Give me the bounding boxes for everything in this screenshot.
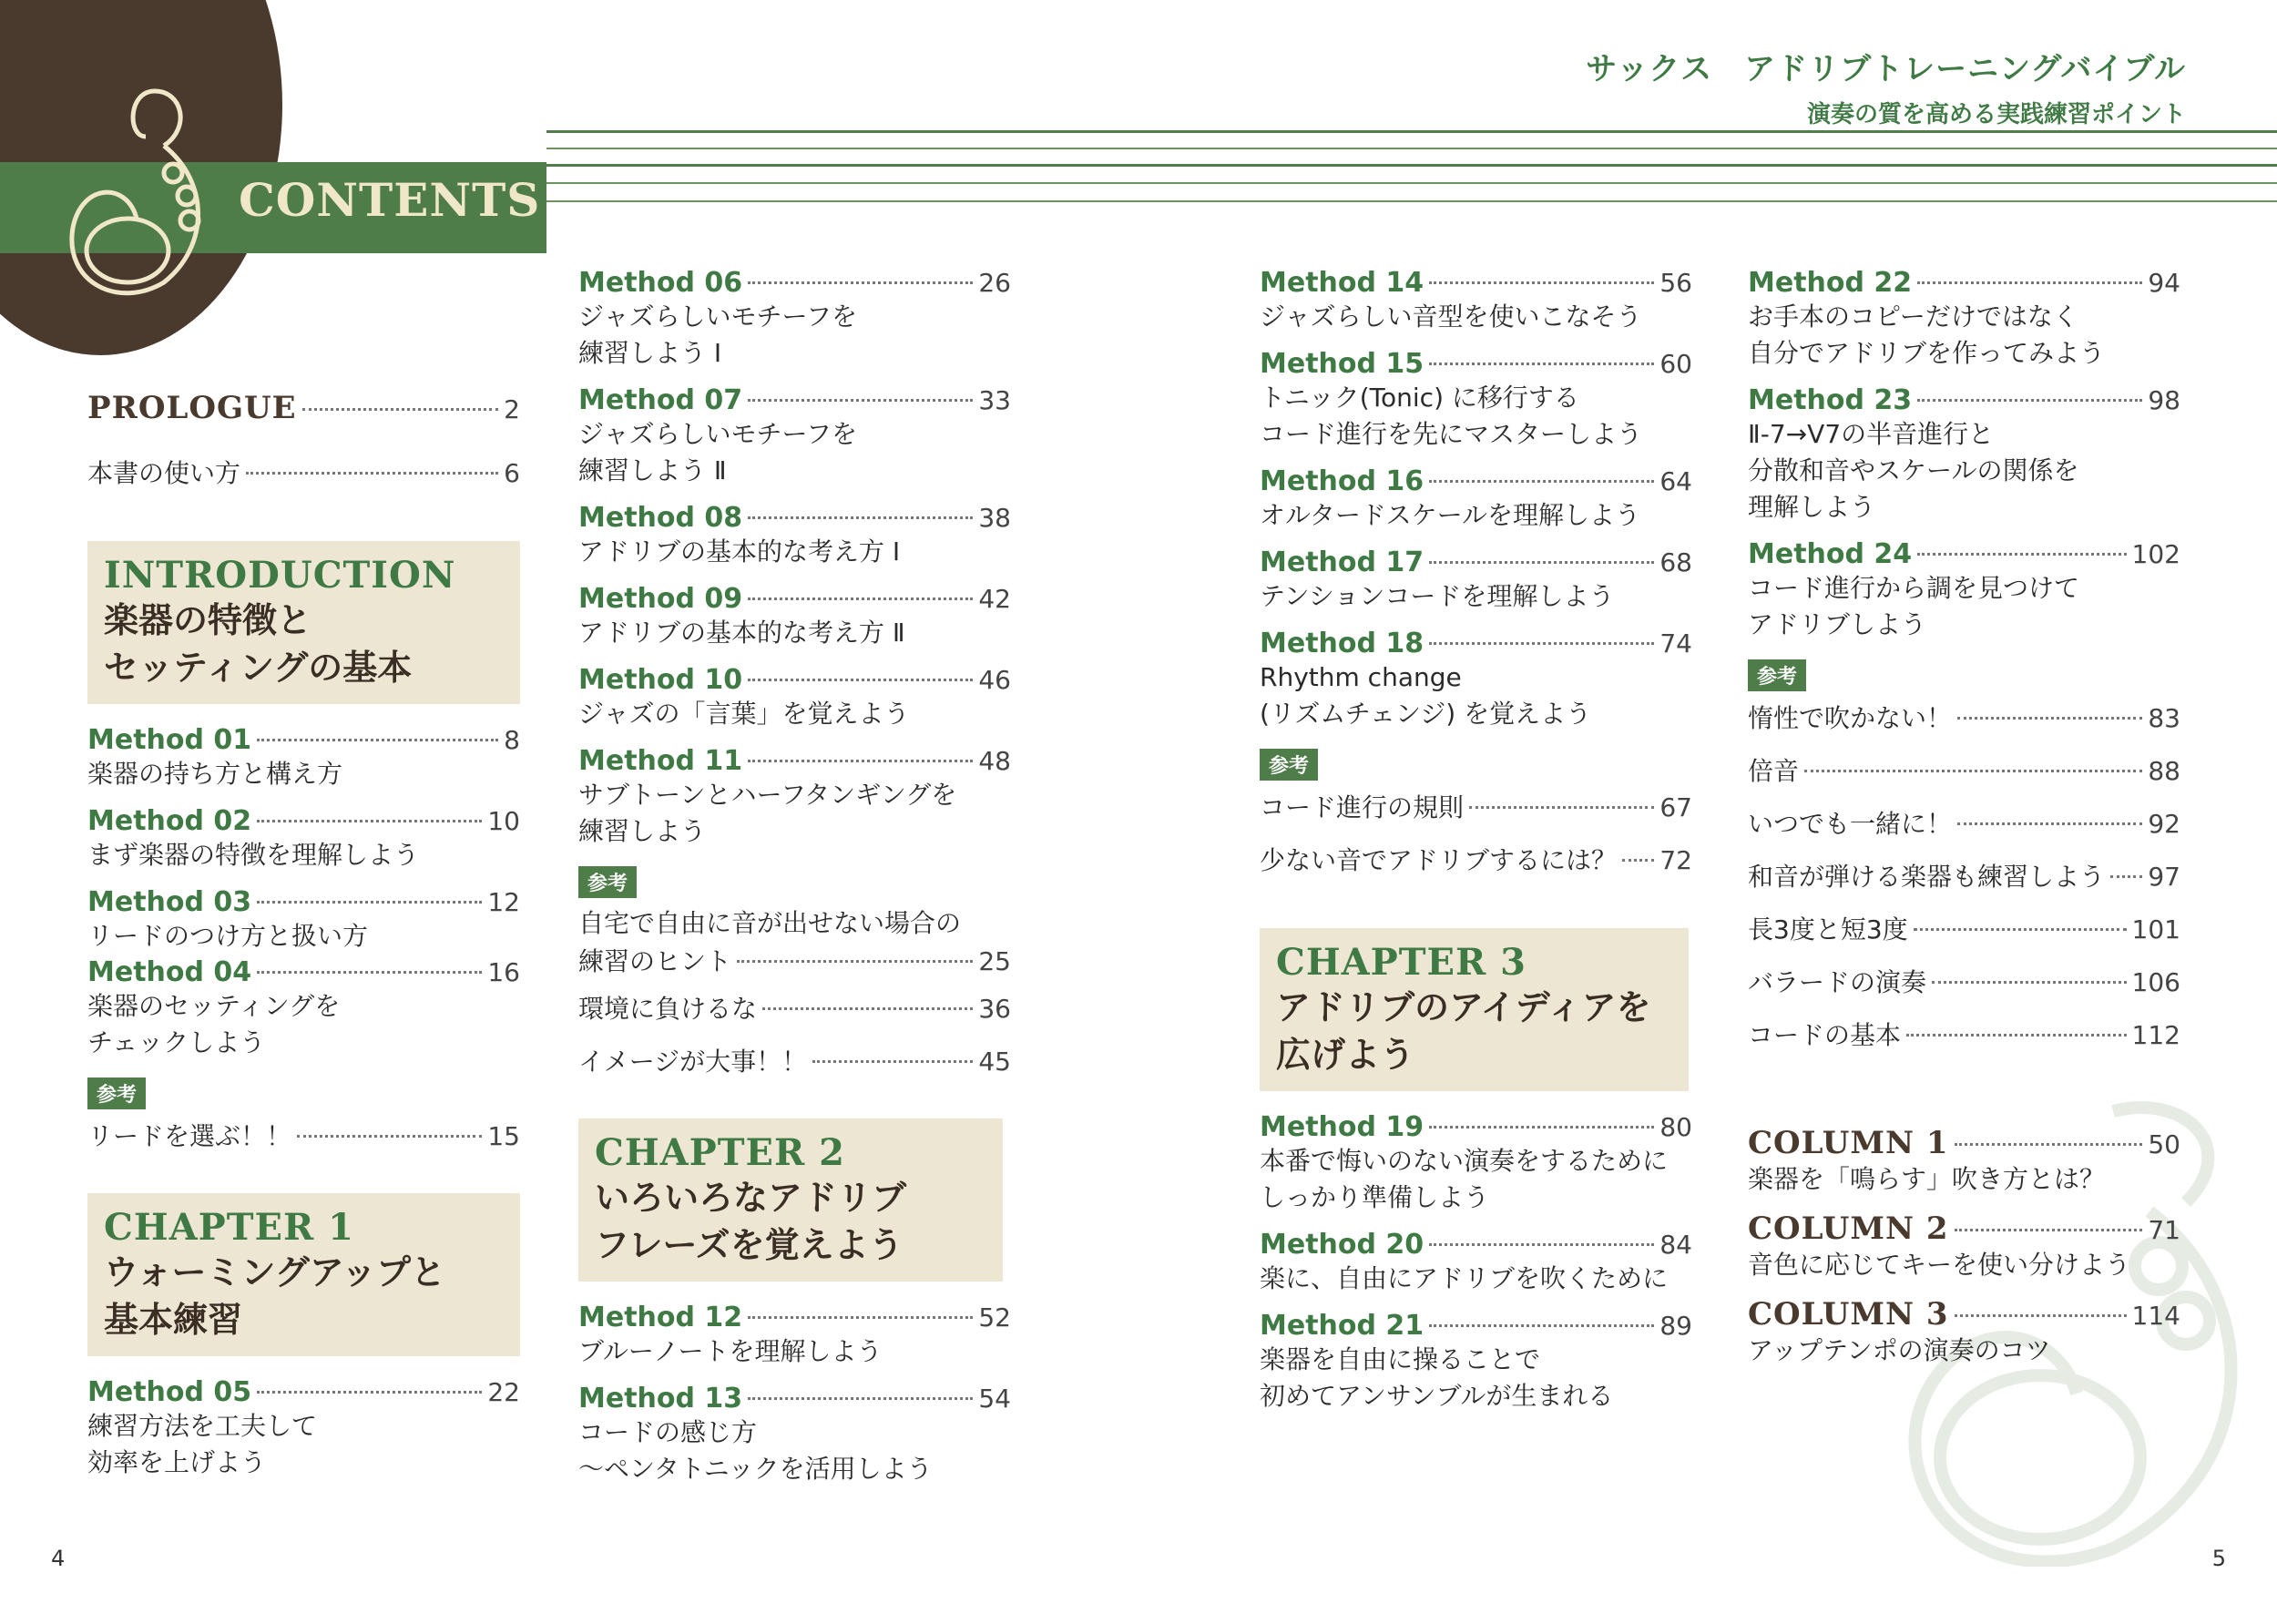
toc-entry-method-22[interactable] [1748, 267, 2180, 372]
method-description: 理解しよう [1748, 492, 1876, 522]
method-description: ジャズの「言葉」を覚えよう [578, 699, 910, 729]
toc-entry-reference[interactable] [1748, 751, 2180, 788]
column-description: 楽器を「鳴らす」吹き方とは？ [1748, 1164, 2106, 1194]
page-number: 54 [978, 1384, 1011, 1414]
method-label: Method 18 [1260, 628, 1424, 659]
method-label: Method 23 [1748, 384, 1913, 416]
section-jp-title: アドリブのアイディアを [1276, 986, 1651, 1027]
entry-label: 少ない音でアドリブするには？ [1260, 845, 1618, 875]
toc-entry-reference[interactable] [578, 989, 1011, 1026]
method-description: 楽器のセッティングを [87, 991, 341, 1021]
toc-entry-method-21[interactable] [1260, 1310, 1692, 1415]
method-description: 分散和音やスケールの関係を [1748, 455, 2079, 485]
entry-label: 本書の使い方 [87, 458, 241, 488]
toc-entry-howto[interactable] [87, 454, 520, 490]
toc-entry-reference[interactable] [1260, 788, 1692, 824]
page-number: 89 [1659, 1311, 1692, 1341]
book-title: サックス アドリブトレーニングバイブル [1586, 51, 2186, 87]
section-jp-title: いろいろなアドリブ [595, 1177, 907, 1218]
method-description: (リズムチェンジ) を覚えよう [1260, 699, 1592, 729]
toc-entry-column-3[interactable] [1748, 1296, 2180, 1369]
dot-leader [1429, 1243, 1654, 1246]
dot-leader [257, 1391, 482, 1394]
method-description: コード進行から調を見つけて [1748, 573, 2080, 603]
toc-entry-method-23[interactable] [1748, 384, 2180, 526]
toc-entry-method-01[interactable] [87, 724, 520, 792]
toc-column-2 [578, 267, 1011, 1500]
method-label: Method 04 [87, 956, 252, 988]
method-description: 自分でアドリブを作ってみよう [1748, 338, 2106, 368]
page-number: 33 [978, 385, 1011, 415]
method-description: 楽に、自由にアドリブを吹くために [1260, 1263, 1669, 1293]
method-label: Method 14 [1260, 267, 1424, 299]
method-label: Method 12 [578, 1302, 743, 1333]
page-number: 15 [487, 1121, 520, 1151]
entry-label: 和音が弾ける楽器も練習しよう [1748, 862, 2106, 892]
section-en-title: CHAPTER 3 [1276, 941, 1527, 984]
section-jp-title: フレーズを覚えよう [595, 1224, 904, 1265]
page-number: 26 [978, 268, 1011, 298]
entry-label: イメージが大事！！ [578, 1047, 808, 1077]
method-description: アドリブの基本的な考え方 Ⅰ [578, 536, 901, 567]
section-en-title: CHAPTER 1 [104, 1206, 354, 1249]
dot-leader [748, 1316, 973, 1319]
dot-leader [1914, 928, 2127, 931]
chapter-1-box [87, 1193, 520, 1356]
page-number: 16 [487, 957, 520, 987]
toc-entry-method-16[interactable] [1260, 465, 1692, 534]
page-number: 45 [978, 1047, 1011, 1077]
page-number: 94 [2148, 268, 2180, 298]
entry-label: バラードの演奏 [1748, 967, 1927, 997]
toc-entry-method-07[interactable] [578, 384, 1011, 489]
method-description: 初めてアンサンブルが生まれる [1260, 1381, 1614, 1411]
toc-entry-method-19[interactable] [1260, 1111, 1692, 1216]
page-folio-left: 4 [51, 1546, 66, 1571]
dot-leader [257, 901, 482, 904]
page-number: 102 [2131, 539, 2180, 569]
method-label: Method 19 [1260, 1111, 1424, 1143]
page-number: 25 [978, 946, 1011, 976]
dot-leader [762, 1007, 973, 1010]
page-number: 12 [487, 887, 520, 917]
dot-leader [748, 399, 973, 402]
toc-entry-reference[interactable] [1748, 699, 2180, 735]
dot-leader [1429, 561, 1654, 564]
method-label: Method 11 [578, 745, 743, 777]
dot-leader [737, 960, 973, 963]
dot-leader [302, 408, 499, 411]
reference-badge: 参考 [1260, 749, 1318, 781]
toc-entry-column-1[interactable] [1748, 1125, 2180, 1198]
page-number: 22 [487, 1377, 520, 1407]
toc-column-4 [1748, 267, 2180, 1382]
method-label: Method 22 [1748, 267, 1913, 299]
entry-label: 倍音 [1748, 756, 1800, 786]
dot-leader [1429, 642, 1654, 645]
method-description: 練習しよう [578, 816, 707, 846]
page-number: 64 [1659, 466, 1692, 496]
entry-label: リードを選ぶ！！ [87, 1121, 292, 1151]
toc-entry-column-2[interactable] [1748, 1210, 2180, 1283]
dot-leader [246, 472, 498, 475]
toc-entry-reference[interactable] [1748, 963, 2180, 999]
entry-label: 練習のヒント [578, 946, 732, 976]
entry-label: コードの基本 [1748, 1020, 1902, 1050]
staff-line [546, 148, 2277, 149]
toc-entry-method-15[interactable] [1260, 348, 1692, 453]
page-number: 56 [1659, 268, 1692, 298]
reference-badge: 参考 [578, 866, 637, 898]
method-description: テンションコードを理解しよう [1260, 581, 1615, 611]
dot-leader [297, 1135, 482, 1138]
dot-leader [1469, 806, 1654, 809]
section-en-title: INTRODUCTION [104, 554, 456, 597]
dot-leader [748, 679, 973, 681]
page-number: 6 [504, 458, 520, 488]
page-number: 67 [1659, 792, 1692, 822]
dot-leader [2110, 875, 2142, 878]
entry-label: 自宅で自由に音が出せない場合の [578, 908, 962, 938]
page-number: 60 [1659, 349, 1692, 379]
toc-entry-reference[interactable] [1748, 1016, 2180, 1052]
method-label: Method 15 [1260, 348, 1424, 380]
method-label: Method 05 [87, 1376, 252, 1408]
entry-label: 長3度と短3度 [1748, 914, 1908, 945]
toc-entry-reference[interactable] [87, 1117, 520, 1153]
column-description: 音色に応じてキーを使い分けよう [1748, 1250, 2131, 1280]
method-description: リードのつけ方と扱い方 [87, 921, 369, 951]
saxophone-icon [55, 82, 219, 301]
method-description: アドリブの基本的な考え方 Ⅱ [578, 618, 905, 648]
entry-label: いつでも一緒に！ [1748, 809, 1953, 839]
toc-entry-method-05[interactable] [87, 1376, 520, 1481]
chapter-3-box [1260, 928, 1689, 1091]
book-title-block [1586, 44, 2186, 129]
toc-entry-method-12[interactable] [578, 1302, 1011, 1370]
method-description: ジャズらしいモチーフを [578, 301, 858, 332]
page-number: 8 [504, 725, 520, 755]
page-number: 48 [978, 746, 1011, 776]
method-description: 練習しよう Ⅱ [578, 455, 727, 485]
method-label: Method 01 [87, 724, 252, 756]
page-number: 10 [487, 806, 520, 836]
column-description: アップテンポの演奏のコツ [1748, 1335, 2051, 1365]
toc-entry-reference[interactable] [1748, 857, 2180, 894]
method-description: トニック(Tonic) に移行する [1260, 383, 1579, 413]
method-description: ジャズらしい音型を使いこなそう [1260, 301, 1642, 332]
method-label: Method 07 [578, 384, 743, 416]
method-description: サブトーンとハーフタンギングを [578, 780, 957, 810]
dot-leader [1429, 480, 1654, 483]
method-label: Method 13 [578, 1383, 743, 1415]
method-label: Method 02 [87, 805, 252, 837]
page-number: 106 [2131, 967, 2180, 997]
page-number: 38 [978, 503, 1011, 533]
staff-line [546, 164, 2277, 167]
staff-line [546, 182, 2277, 184]
method-label: Method 16 [1260, 465, 1424, 497]
page-number: 98 [2148, 385, 2180, 415]
toc-entry-reference[interactable] [1260, 841, 1692, 877]
section-en-title: CHAPTER 2 [595, 1131, 845, 1174]
section-jp-title: ウォーミングアップと [104, 1251, 446, 1292]
dot-leader [748, 760, 973, 762]
page-number: 42 [978, 584, 1011, 614]
toc-entry-method-18[interactable] [1260, 628, 1692, 732]
entry-label: コード進行の規則 [1260, 792, 1465, 822]
method-label: Method 10 [578, 664, 743, 696]
page-number: 88 [2148, 756, 2180, 786]
page-number: 46 [978, 665, 1011, 695]
dot-leader [1429, 1324, 1654, 1327]
page-number: 71 [2148, 1215, 2180, 1245]
column-label: COLUMN 3 [1748, 1296, 1949, 1333]
introduction-box [87, 541, 520, 704]
toc-entry-method-03[interactable] [87, 886, 520, 955]
method-description: ～ペンタトニックを活用しよう [578, 1454, 933, 1484]
method-description: コード進行を先にマスターしよう [1260, 419, 1643, 449]
dot-leader [1917, 281, 2142, 284]
method-description: しっかり準備しよう [1260, 1182, 1490, 1212]
toc-entry-method-02[interactable] [87, 805, 520, 873]
dot-leader [1957, 822, 2142, 825]
dot-leader [748, 598, 973, 600]
toc-entry-method-13[interactable] [578, 1383, 1011, 1487]
method-label: Method 20 [1260, 1229, 1424, 1261]
toc-entry-method-11[interactable] [578, 745, 1011, 850]
method-description: 効率を上げよう [87, 1447, 267, 1477]
chapter-2-box [578, 1118, 1003, 1282]
page-number: 72 [1659, 845, 1692, 875]
page-number: 84 [1659, 1230, 1692, 1260]
method-description: 練習しよう Ⅰ [578, 338, 722, 368]
method-description: コードの感じ方 [578, 1417, 758, 1447]
page-number: 92 [2148, 809, 2180, 839]
dot-leader [1955, 1314, 2127, 1317]
method-label: Method 08 [578, 502, 743, 534]
method-label: Method 24 [1748, 538, 1913, 570]
method-label: Method 06 [578, 267, 743, 299]
page-number: 68 [1659, 547, 1692, 577]
method-description: 楽器の持ち方と構え方 [87, 759, 343, 789]
toc-column-1 [87, 390, 520, 1494]
method-description: Rhythm change [1260, 662, 1462, 692]
page-folio-right: 5 [2211, 1546, 2226, 1571]
method-description: ブルーノートを理解しよう [578, 1336, 883, 1366]
dot-leader [257, 820, 482, 822]
page-number: 52 [978, 1302, 1011, 1333]
staff-line [546, 200, 2277, 202]
dot-leader [1622, 859, 1654, 862]
toc-entry-reference[interactable] [1748, 804, 2180, 841]
entry-label: 惰性で吹かない！ [1748, 703, 1953, 733]
toc-entry-method-08[interactable] [578, 502, 1011, 570]
method-description: 練習方法を工夫して [87, 1411, 318, 1441]
dot-leader [812, 1060, 973, 1063]
page-number: 80 [1659, 1112, 1692, 1142]
dot-leader [1804, 770, 2142, 772]
page-number: 50 [2148, 1129, 2180, 1159]
page-number: 97 [2148, 862, 2180, 892]
dot-leader [1917, 399, 2142, 402]
toc-column-3 [1260, 267, 1692, 1427]
dot-leader [748, 516, 973, 519]
column-label: COLUMN 2 [1748, 1210, 1949, 1247]
dot-leader [257, 739, 498, 741]
dot-leader [1955, 1143, 2143, 1146]
toc-entry-method-06[interactable] [578, 267, 1011, 372]
method-description: まず楽器の特徴を理解しよう [87, 840, 420, 870]
page-number: 2 [504, 394, 520, 424]
dot-leader [1429, 281, 1654, 284]
toc-entry-reference[interactable] [578, 905, 1011, 978]
page-number: 74 [1659, 628, 1692, 659]
dot-leader [1906, 1034, 2127, 1037]
method-label: Method 09 [578, 583, 743, 615]
book-subtitle: 演奏の質を高める実践練習ポイント [1806, 101, 2186, 128]
staff-line [546, 130, 2277, 133]
page-number: 112 [2131, 1020, 2180, 1050]
method-description: チェックしよう [87, 1027, 266, 1057]
dot-leader [1957, 717, 2142, 720]
toc-entry-reference[interactable] [1748, 910, 2180, 946]
method-description: アドリブしよう [1748, 609, 1927, 639]
toc-entry-prologue[interactable] [87, 390, 520, 426]
section-jp-title: セッティングの基本 [104, 647, 413, 688]
toc-entry-method-09[interactable] [578, 583, 1011, 651]
toc-entry-method-04[interactable] [87, 956, 520, 1061]
method-label: Method 17 [1260, 546, 1424, 578]
dot-leader [257, 971, 482, 974]
dot-leader [1955, 1229, 2143, 1231]
dot-leader [1917, 553, 2126, 556]
entry-label: 環境に負けるな [578, 994, 758, 1024]
page-number: 114 [2131, 1301, 2180, 1331]
method-description: オルタードスケールを理解しよう [1260, 500, 1641, 530]
dot-leader [748, 281, 973, 284]
method-description: 楽器を自由に操ることで [1260, 1344, 1541, 1374]
contents-heading: CONTENTS [239, 173, 541, 227]
method-label: Method 21 [1260, 1310, 1424, 1342]
dot-leader [1932, 981, 2127, 984]
section-jp-title: 楽器の特徴と [104, 599, 312, 640]
method-label: Method 03 [87, 886, 252, 918]
page-number: 36 [978, 994, 1011, 1024]
page-number: 101 [2131, 914, 2180, 945]
dot-leader [1429, 1126, 1654, 1129]
toc-entry-method-24[interactable] [1748, 538, 2180, 643]
section-jp-title: 広げよう [1276, 1034, 1415, 1075]
dot-leader [748, 1397, 973, 1400]
page-number: 83 [2148, 703, 2180, 733]
toc-entry-method-20[interactable] [1260, 1229, 1692, 1297]
reference-badge: 参考 [87, 1078, 146, 1109]
prologue-label: PROLOGUE [87, 390, 297, 426]
reference-badge: 参考 [1748, 659, 1806, 691]
toc-entry-method-14[interactable] [1260, 267, 1692, 335]
method-description: 本番で悔いのない演奏をするために [1260, 1146, 1669, 1176]
toc-entry-method-10[interactable] [578, 664, 1011, 732]
column-label: COLUMN 1 [1748, 1125, 1949, 1161]
method-description: ジャズらしいモチーフを [578, 419, 858, 449]
toc-entry-method-17[interactable] [1260, 546, 1692, 615]
dot-leader [1429, 363, 1654, 365]
toc-entry-reference[interactable] [578, 1042, 1011, 1078]
method-description: お手本のコピーだけではなく [1748, 301, 2078, 332]
section-jp-title: 基本練習 [104, 1299, 243, 1340]
method-description: Ⅱ-7→V7の半音進行と [1748, 419, 1995, 449]
